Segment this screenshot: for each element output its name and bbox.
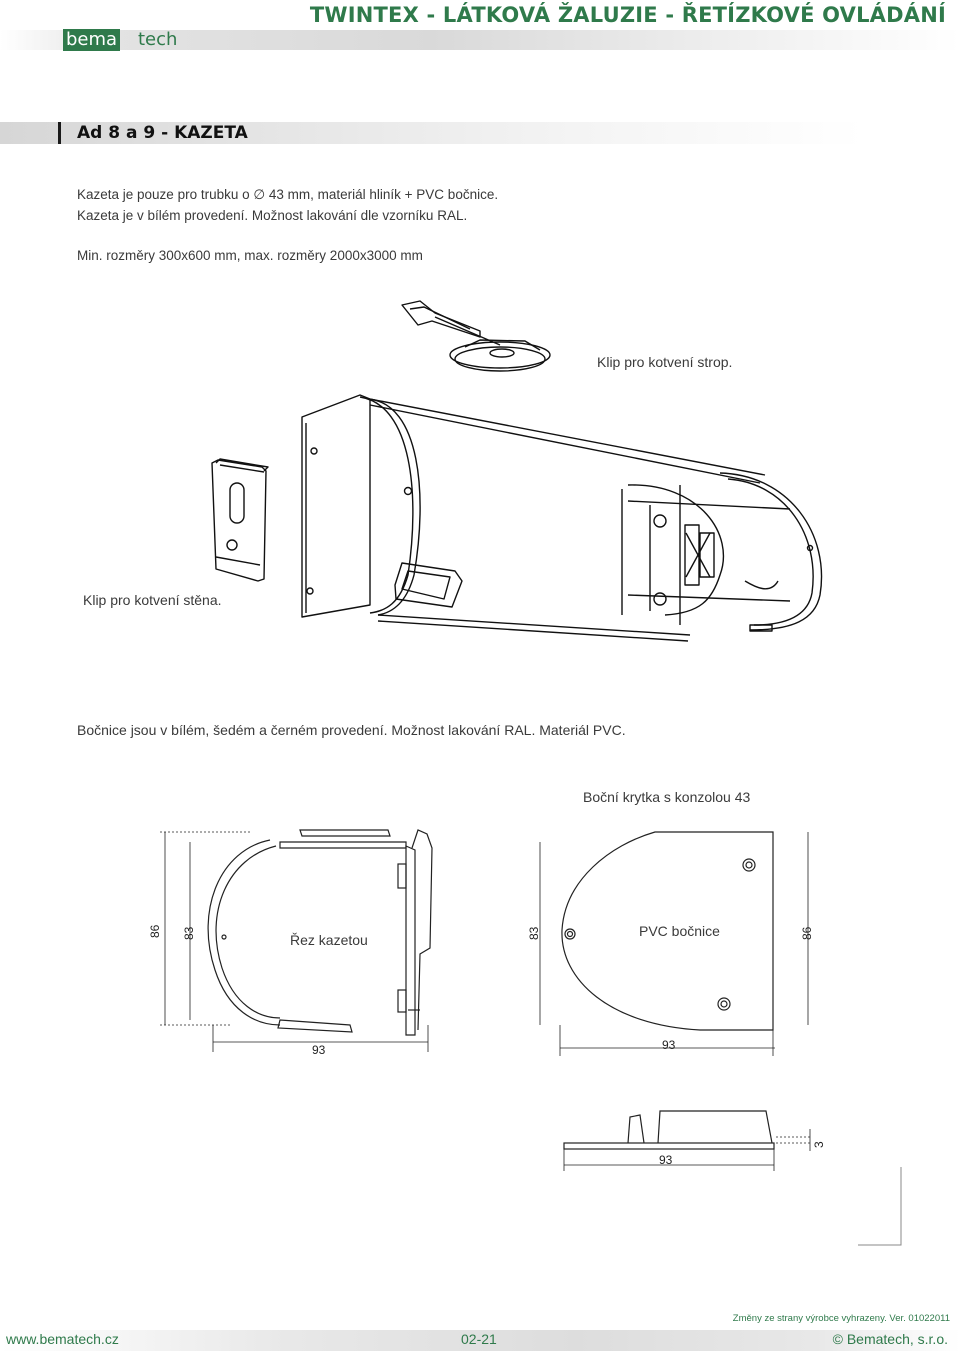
- drawings-title: Boční krytka s konzolou 43: [583, 789, 751, 805]
- wall-clip-drawing: [212, 459, 268, 581]
- description-line-1: Kazeta je pouze pro trubku o ∅ 43 mm, materiál hliník + PVC bočnice.: [77, 187, 499, 202]
- section-marker: [58, 122, 61, 144]
- dim-86-right: 86: [800, 926, 814, 940]
- wall-clip-label: Klip pro kotvení stěna.: [83, 592, 222, 608]
- cassette-section-label: Řez kazetou: [290, 932, 368, 948]
- footer-url[interactable]: www.bematech.cz: [6, 1331, 119, 1347]
- dim-83-right: 83: [527, 926, 541, 940]
- dim-93-plan: 93: [659, 1153, 673, 1167]
- ceiling-clip-drawing: [402, 301, 550, 371]
- dim-83-left: 83: [182, 926, 196, 940]
- ceiling-clip-label: Klip pro kotvení strop.: [597, 354, 733, 370]
- section-title: Ad 8 a 9 - KAZETA: [77, 123, 248, 143]
- cap-plan-view-drawing: [540, 1105, 930, 1255]
- dim-93-section: 93: [312, 1043, 326, 1057]
- footer-page-number: 02-21: [461, 1331, 497, 1347]
- document-title: TWINTEX - LÁTKOVÁ ŽALUZIE - ŘETÍZKOVÉ OVLÁDÁNÍ: [309, 3, 946, 27]
- description-line-2: Kazeta je v bílém provedení. Možnost lakování dle vzorníku RAL.: [77, 208, 468, 223]
- footer-note: Změny ze strany výrobce vyhrazeny. Ver. 01022011: [732, 1313, 950, 1324]
- technical-drawings: [140, 820, 840, 1060]
- logo-tech: tech: [138, 29, 178, 50]
- dim-3-plan: 3: [812, 1141, 826, 1148]
- cap-dimension-lines: [540, 832, 808, 1056]
- cassette-body-drawing: [302, 395, 822, 641]
- dim-93-cap: 93: [662, 1038, 676, 1052]
- description-line-3: Min. rozměry 300x600 mm, max. rozměry 2000x3000 mm: [77, 248, 423, 263]
- logo-bema: bema: [63, 29, 120, 51]
- cassette-isometric-illustration: [180, 295, 860, 655]
- pvc-cap-label: PVC bočnice: [639, 923, 720, 939]
- dim-86-left: 86: [148, 924, 162, 938]
- footer-copyright: © Bematech, s.r.o.: [832, 1331, 948, 1347]
- side-caps-text: Bočnice jsou v bílém, šedém a černém provedení. Možnost lakování RAL. Materiál PVC.: [77, 722, 626, 738]
